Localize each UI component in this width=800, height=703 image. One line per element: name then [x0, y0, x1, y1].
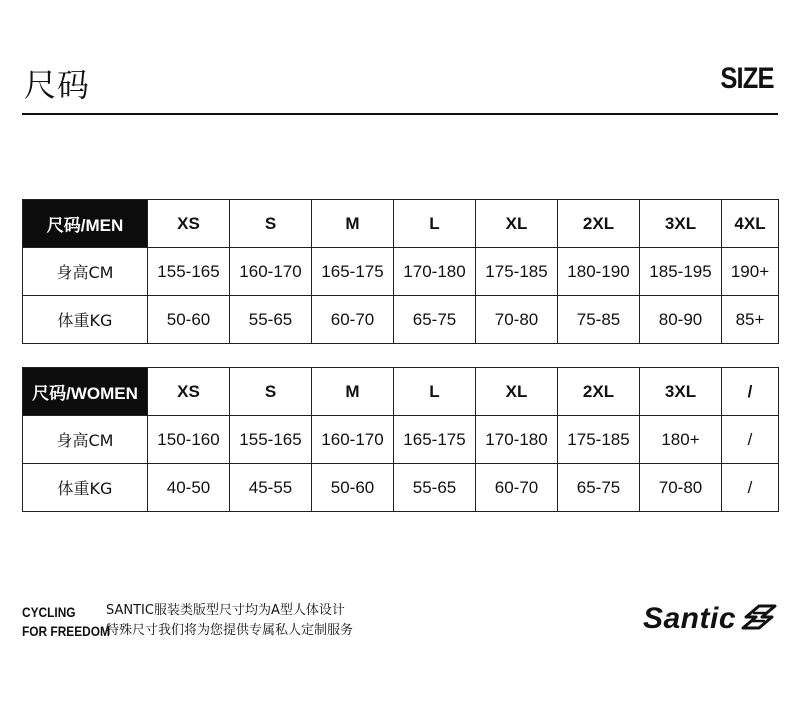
header-divider — [22, 113, 778, 115]
table-cell: 45-55 — [230, 464, 312, 512]
table-cell: 60-70 — [476, 464, 558, 512]
men-size-2xl: 2XL — [558, 200, 640, 248]
women-size-none: / — [722, 368, 779, 416]
table-cell: 175-185 — [476, 248, 558, 296]
table-cell: 160-170 — [230, 248, 312, 296]
table-cell: 75-85 — [558, 296, 640, 344]
table-cell: 65-75 — [394, 296, 476, 344]
table-cell: 50-60 — [312, 464, 394, 512]
men-height-label: 身高CM — [23, 248, 148, 296]
table-cell: 60-70 — [312, 296, 394, 344]
slogan-line-2: FOR FREEDOM — [22, 623, 110, 639]
men-size-4xl: 4XL — [722, 200, 779, 248]
women-corner-label: 尺码/WOMEN — [23, 368, 148, 416]
women-height-label: 身高CM — [23, 416, 148, 464]
santic-logo-icon — [740, 603, 778, 636]
table-cell: 160-170 — [312, 416, 394, 464]
table-cell: 170-180 — [394, 248, 476, 296]
women-size-header-row — [23, 368, 779, 416]
table-cell: 155-165 — [148, 248, 230, 296]
women-size-2xl: 2XL — [558, 368, 640, 416]
women-size-xs: XS — [148, 368, 230, 416]
table-cell: 150-160 — [148, 416, 230, 464]
table-cell: 65-75 — [558, 464, 640, 512]
men-corner-label: 尺码/MEN — [23, 200, 148, 248]
table-cell: / — [722, 464, 779, 512]
women-weight-row — [23, 464, 779, 512]
table-cell: 165-175 — [394, 416, 476, 464]
men-weight-row — [23, 296, 779, 344]
men-size-3xl: 3XL — [640, 200, 722, 248]
men-size-l: L — [394, 200, 476, 248]
table-cell: 55-65 — [230, 296, 312, 344]
footer-note — [106, 601, 353, 641]
table-cell: 40-50 — [148, 464, 230, 512]
table-cell: 180+ — [640, 416, 722, 464]
table-cell: 185-195 — [640, 248, 722, 296]
men-size-xl: XL — [476, 200, 558, 248]
slogan-line-1: CYCLING — [22, 604, 76, 620]
women-size-xl: XL — [476, 368, 558, 416]
note-line-1: SANTIC服装类版型尺寸均为A型人体设计 — [106, 603, 345, 618]
women-size-3xl: 3XL — [640, 368, 722, 416]
table-cell: 80-90 — [640, 296, 722, 344]
brand-logo — [643, 602, 778, 636]
men-weight-label: 体重KG — [23, 296, 148, 344]
page-title-cn: 尺码 — [24, 66, 91, 104]
table-cell: 155-165 — [230, 416, 312, 464]
table-cell: 165-175 — [312, 248, 394, 296]
men-size-xs: XS — [148, 200, 230, 248]
men-height-row — [23, 248, 779, 296]
page-title-en: SIZE — [720, 62, 774, 95]
table-cell: 50-60 — [148, 296, 230, 344]
men-size-header-row — [23, 200, 779, 248]
table-cell: 70-80 — [640, 464, 722, 512]
table-cell: 190+ — [722, 248, 779, 296]
table-cell: / — [722, 416, 779, 464]
table-cell: 85+ — [722, 296, 779, 344]
note-line-2: 特殊尺寸我们将为您提供专属私人定制服务 — [106, 623, 354, 638]
brand-name: Santic — [642, 602, 736, 635]
men-size-m: M — [312, 200, 394, 248]
women-size-m: M — [312, 368, 394, 416]
table-cell: 55-65 — [394, 464, 476, 512]
men-size-s: S — [230, 200, 312, 248]
women-size-table — [22, 367, 779, 512]
women-size-s: S — [230, 368, 312, 416]
men-size-table — [22, 199, 779, 344]
table-cell: 180-190 — [558, 248, 640, 296]
table-cell: 70-80 — [476, 296, 558, 344]
women-weight-label: 体重KG — [23, 464, 148, 512]
women-height-row — [23, 416, 779, 464]
table-cell: 175-185 — [558, 416, 640, 464]
footer-slogan — [22, 603, 110, 641]
women-size-l: L — [394, 368, 476, 416]
table-cell: 170-180 — [476, 416, 558, 464]
